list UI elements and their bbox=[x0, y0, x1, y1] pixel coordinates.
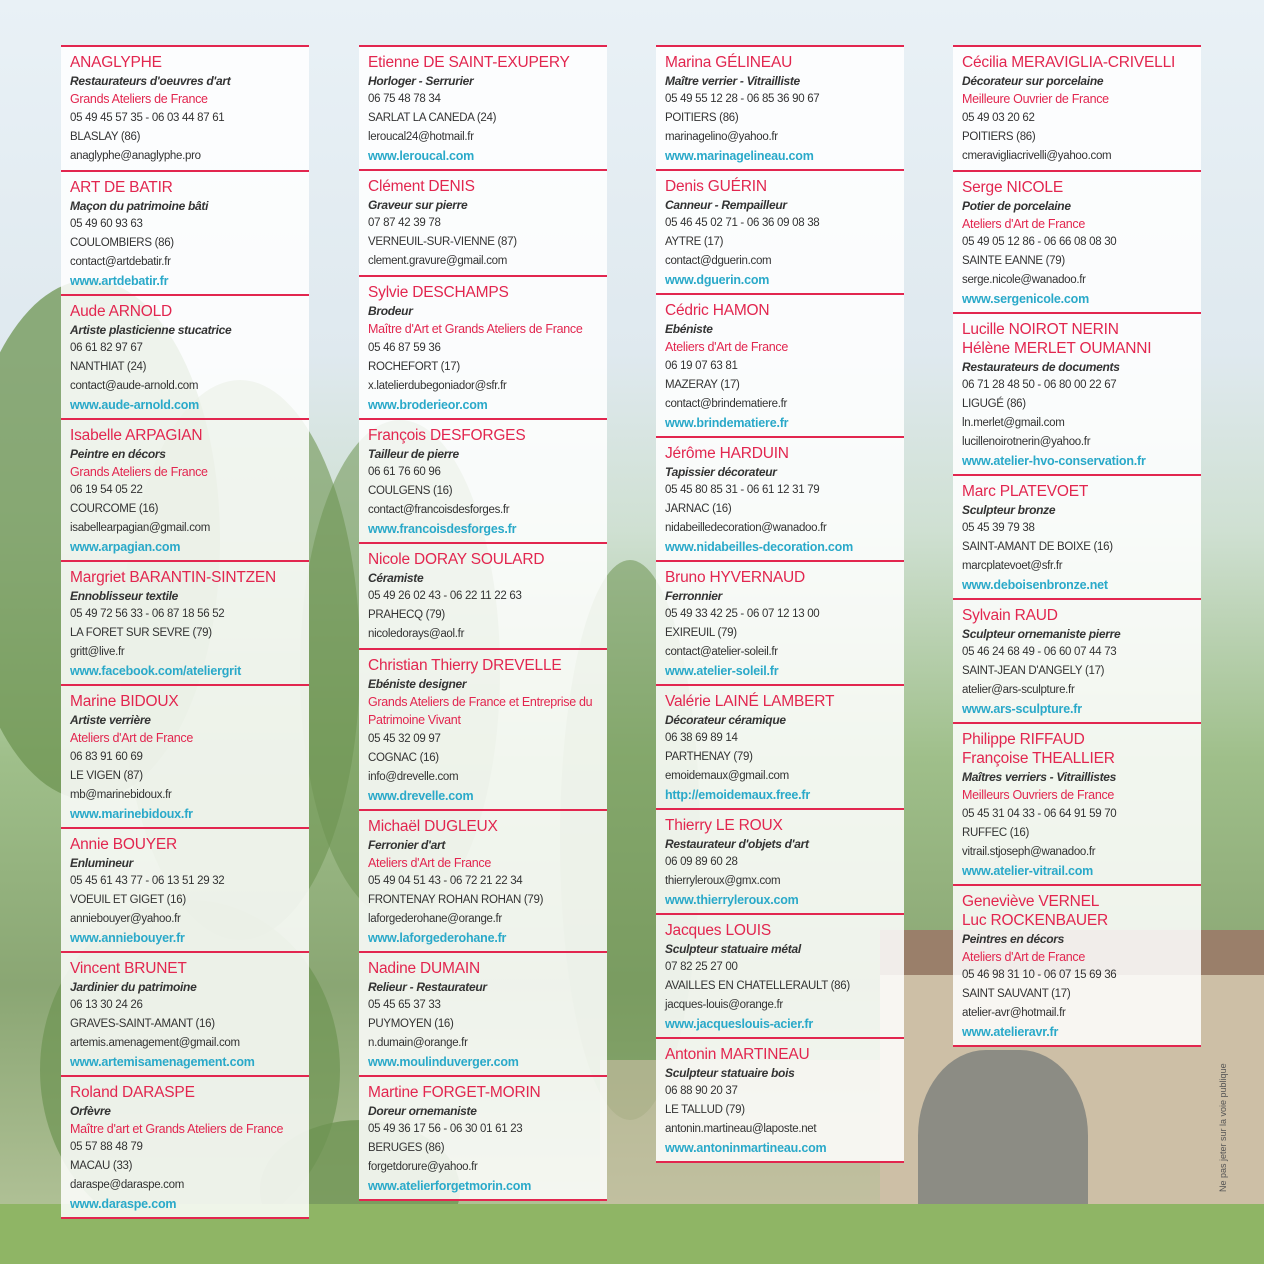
contact-line: NANTHIAT (24) bbox=[70, 360, 147, 373]
artisan-role: Maîtres verriers - Vitraillistes bbox=[962, 770, 1117, 784]
contact-line: LIGUGÉ (86) bbox=[962, 398, 1026, 410]
website-link[interactable]: www.atelier-soleil.fr bbox=[665, 663, 779, 678]
artisan-card bbox=[656, 1037, 904, 1163]
contact-line: COULGENS (16) bbox=[368, 484, 453, 497]
artisan-card bbox=[953, 45, 1201, 170]
contact-line: 05 46 24 68 49 - 06 60 07 44 73 bbox=[962, 646, 1117, 658]
contact-line: thierryleroux@gmx.com bbox=[665, 874, 781, 887]
artisan-role: Restaurateurs de documents bbox=[962, 360, 1120, 374]
artisan-label: Ateliers d'Art de France bbox=[665, 340, 789, 354]
website-link[interactable]: www.sergenicole.com bbox=[962, 292, 1090, 306]
contact-line: LE VIGEN (87) bbox=[70, 769, 143, 782]
contact-line: MAZERAY (17) bbox=[665, 378, 740, 391]
website-link[interactable]: www.atelier-vitrail.com bbox=[962, 863, 1094, 878]
artisan-label: Maître d'art et Grands Ateliers de France bbox=[70, 1121, 284, 1136]
website-link[interactable]: www.antoninmartineau.com bbox=[665, 1140, 827, 1155]
website-link[interactable]: www.arpagian.com bbox=[70, 540, 181, 554]
contact-line: 06 13 30 24 26 bbox=[70, 998, 143, 1011]
contact-line: BERUGES (86) bbox=[368, 1142, 445, 1154]
artisan-role: Décorateur céramique bbox=[665, 712, 786, 727]
contact-line: n.dumain@orange.fr bbox=[368, 1037, 468, 1049]
artisan-role: Sculpteur ornemaniste pierre bbox=[962, 627, 1121, 641]
artisan-card bbox=[656, 45, 904, 169]
website-link[interactable]: www.jacqueslouis-acier.fr bbox=[665, 1016, 814, 1031]
contact-line: nidabeilledecoration@wanadoo.fr bbox=[665, 521, 827, 534]
artisan-role: Graveur sur pierre bbox=[368, 198, 468, 212]
website-link[interactable]: www.marinebidoux.fr bbox=[70, 806, 193, 821]
artisan-name: Serge NICOLE bbox=[962, 178, 1063, 196]
artisan-role: Horloger - Serrurier bbox=[368, 74, 474, 88]
contact-line: 05 45 61 43 77 - 06 13 51 29 32 bbox=[70, 874, 225, 887]
contact-line: 05 49 04 51 43 - 06 72 21 22 34 bbox=[368, 875, 523, 887]
contact-line: anniebouyer@yahoo.fr bbox=[70, 912, 181, 925]
artisan-name: François DESFORGES bbox=[368, 426, 526, 444]
artisan-role: Canneur - Rempailleur bbox=[665, 198, 787, 212]
artisan-name: Nadine DUMAIN bbox=[368, 960, 480, 977]
artisan-name: ANAGLYPHE bbox=[70, 54, 162, 71]
contact-line: PARTHENAY (79) bbox=[665, 750, 753, 763]
artisan-role: Relieur - Restaurateur bbox=[368, 980, 487, 994]
contact-line: ln.merlet@gmail.com bbox=[962, 417, 1065, 429]
artisan-card bbox=[359, 169, 607, 275]
website-link[interactable]: www.deboisenbronze.net bbox=[962, 578, 1108, 592]
artisan-role: Ebéniste bbox=[665, 322, 713, 336]
artisan-name-second: Hélène MERLET OUMANNI bbox=[962, 340, 1152, 357]
contact-line: clement.gravure@gmail.com bbox=[368, 255, 508, 267]
website-link[interactable]: www.daraspe.com bbox=[70, 1197, 177, 1211]
artisan-card bbox=[61, 1075, 309, 1220]
artisan-role: Restaurateur d'objets d'art bbox=[665, 836, 809, 851]
contact-line: 06 19 54 05 22 bbox=[70, 484, 143, 496]
website-link[interactable]: www.thierryleroux.com bbox=[665, 892, 799, 907]
contact-line: GRAVES-SAINT-AMANT (16) bbox=[70, 1017, 215, 1030]
artisan-card bbox=[953, 884, 1201, 1048]
artisan-label: Grands Ateliers de France bbox=[70, 464, 208, 479]
website-link[interactable]: www.moulinduverger.com bbox=[368, 1055, 519, 1069]
contact-line: BLASLAY (86) bbox=[70, 130, 141, 143]
contact-line: 05 46 45 02 71 - 06 36 09 08 38 bbox=[665, 217, 820, 229]
artisan-role: Décorateur sur porcelaine bbox=[962, 74, 1104, 88]
contact-line: forgetdorure@yahoo.fr bbox=[368, 1161, 478, 1173]
website-link[interactable]: www.artdebatir.fr bbox=[70, 273, 169, 288]
contact-line: VERNEUIL-SUR-VIENNE (87) bbox=[368, 236, 517, 248]
artisan-label: Ateliers d'Art de France bbox=[368, 855, 492, 870]
artisan-name: Roland DARASPE bbox=[70, 1083, 195, 1101]
contact-line: PRAHECQ (79) bbox=[368, 608, 445, 621]
artisan-card bbox=[61, 294, 309, 418]
artisan-role: Sculpteur statuaire bois bbox=[665, 1065, 795, 1080]
artisan-name: Sylvain RAUD bbox=[962, 607, 1058, 624]
artisan-role: Peintres en décors bbox=[962, 931, 1064, 946]
contact-line: mb@marinebidoux.fr bbox=[70, 788, 172, 801]
contact-line: atelier-avr@hotmail.fr bbox=[962, 1007, 1066, 1019]
directory-column bbox=[359, 45, 607, 1201]
contact-line: 06 61 76 60 96 bbox=[368, 465, 441, 478]
contact-line: serge.nicole@wanadoo.fr bbox=[962, 274, 1086, 286]
artisan-name: Cécilia MERAVIGLIA-CRIVELLI bbox=[962, 54, 1176, 71]
contact-line: SARLAT LA CANEDA (24) bbox=[368, 112, 497, 124]
contact-line: AYTRE (17) bbox=[665, 236, 724, 248]
artisan-name: Bruno HYVERNAUD bbox=[665, 568, 805, 586]
artisan-role: Tapissier décorateur bbox=[665, 464, 777, 479]
artisan-name-second: Luc ROCKENBAUER bbox=[962, 911, 1109, 929]
artisan-name-second: Françoise THEALLIER bbox=[962, 750, 1115, 767]
contact-line: 05 49 55 12 28 - 06 85 36 90 67 bbox=[665, 93, 820, 105]
artisan-name: Michaël DUGLEUX bbox=[368, 817, 498, 835]
website-link[interactable]: www.atelier-hvo-conservation.fr bbox=[962, 454, 1146, 468]
artisan-card bbox=[656, 684, 904, 808]
artisan-name: Christian Thierry DREVELLE bbox=[368, 656, 562, 674]
artisan-card bbox=[953, 170, 1201, 313]
artisan-name: Nicole DORAY SOULARD bbox=[368, 550, 545, 568]
artisan-card bbox=[359, 809, 607, 952]
contact-line: contact@atelier-soleil.fr bbox=[665, 645, 778, 658]
artisan-name: Isabelle ARPAGIAN bbox=[70, 426, 203, 444]
artisan-card bbox=[656, 436, 904, 560]
artisan-label: Meilleure Ouvrier de France bbox=[962, 92, 1109, 106]
artisan-card bbox=[61, 45, 309, 170]
artisan-card bbox=[656, 293, 904, 436]
contact-line: 05 46 98 31 10 - 06 07 15 69 36 bbox=[962, 969, 1117, 981]
website-link[interactable]: www.broderieor.com bbox=[368, 397, 488, 412]
artisan-role: Potier de porcelaine bbox=[962, 198, 1071, 213]
contact-line: POITIERS (86) bbox=[665, 112, 739, 124]
artisan-role: Sculpteur bronze bbox=[962, 503, 1056, 517]
contact-line: 06 38 69 89 14 bbox=[665, 731, 738, 744]
contact-line: COULOMBIERS (86) bbox=[70, 236, 174, 249]
contact-line: 06 75 48 78 34 bbox=[368, 93, 441, 105]
contact-line: 07 87 42 39 78 bbox=[368, 217, 441, 229]
contact-line: EXIREUIL (79) bbox=[665, 626, 737, 639]
contact-line: POITIERS (86) bbox=[962, 130, 1036, 143]
artisan-role: Ferronier d'art bbox=[368, 837, 446, 852]
artisan-name: Cédric HAMON bbox=[665, 302, 770, 319]
contact-line: 05 45 32 09 97 bbox=[368, 732, 441, 745]
artisan-label: Ateliers d'Art de France bbox=[70, 731, 194, 745]
website-link[interactable]: www.nidabeilles-decoration.com bbox=[665, 539, 854, 554]
artisan-role: Orfèvre bbox=[70, 1103, 111, 1118]
artisan-role: Artiste verrière bbox=[70, 713, 151, 727]
artisan-role: Enlumineur bbox=[70, 855, 134, 870]
contact-line: MACAU (33) bbox=[70, 1160, 133, 1172]
contact-line: 06 19 07 63 81 bbox=[665, 359, 738, 372]
artisan-name: Lucille NOIROT NERIN bbox=[962, 321, 1119, 338]
contact-line: leroucal24@hotmail.fr bbox=[368, 131, 474, 143]
artisan-card bbox=[953, 474, 1201, 598]
directory-column bbox=[656, 45, 904, 1163]
contact-line: 05 49 36 17 56 - 06 30 01 61 23 bbox=[368, 1123, 523, 1135]
contact-line: vitrail.stjoseph@wanadoo.fr bbox=[962, 845, 1096, 858]
contact-line: VOEUIL ET GIGET (16) bbox=[70, 893, 186, 906]
contact-line: isabellearpagian@gmail.com bbox=[70, 522, 211, 534]
artisan-role: Jardinier du patrimoine bbox=[70, 979, 197, 994]
contact-line: 06 61 82 97 67 bbox=[70, 341, 143, 354]
contact-line: artemis.amenagement@gmail.com bbox=[70, 1036, 240, 1049]
contact-line: 06 88 90 20 37 bbox=[665, 1084, 738, 1097]
artisan-name: Geneviève VERNEL bbox=[962, 892, 1100, 910]
contact-line: 05 46 87 59 36 bbox=[368, 341, 441, 354]
contact-line: 05 49 33 42 25 - 06 07 12 13 00 bbox=[665, 607, 820, 620]
contact-line: atelier@ars-sculpture.fr bbox=[962, 684, 1075, 696]
artisan-role: Sculpteur statuaire métal bbox=[665, 941, 801, 956]
website-link[interactable]: www.laforgederohane.fr bbox=[368, 931, 507, 945]
website-link[interactable]: www.atelieravr.fr bbox=[962, 1025, 1059, 1039]
artisan-name: ART DE BATIR bbox=[70, 178, 173, 196]
artisan-role: Ennoblisseur textile bbox=[70, 589, 179, 603]
website-link[interactable]: www.artemisamenagement.com bbox=[70, 1054, 255, 1069]
artisan-label: Grands Ateliers de France bbox=[70, 92, 208, 106]
artisan-card bbox=[61, 170, 309, 294]
artisan-card bbox=[61, 560, 309, 684]
directory-column bbox=[953, 45, 1201, 1047]
artisan-card bbox=[61, 827, 309, 951]
artisan-card bbox=[359, 542, 607, 648]
contact-line: x.latelierdubegoniador@sfr.fr bbox=[368, 379, 507, 392]
contact-line: SAINTE EANNE (79) bbox=[962, 255, 1065, 267]
artisan-card bbox=[359, 275, 607, 418]
artisan-card bbox=[61, 951, 309, 1075]
website-link[interactable]: www.brindematiere.fr bbox=[665, 415, 789, 430]
artisan-name: Marine BIDOUX bbox=[70, 693, 179, 710]
artisan-card bbox=[953, 598, 1201, 722]
artisan-card bbox=[359, 1075, 607, 1201]
artisan-card bbox=[656, 913, 904, 1037]
contact-line: daraspe@daraspe.com bbox=[70, 1179, 185, 1191]
contact-line: 05 45 31 04 33 - 06 64 91 59 70 bbox=[962, 807, 1117, 820]
contact-line: LA FORET SUR SEVRE (79) bbox=[70, 627, 212, 639]
artisan-role: Restaurateurs d'oeuvres d'art bbox=[70, 74, 231, 88]
footer-note: Ne pas jeter sur la voie publique bbox=[1218, 1063, 1228, 1192]
contact-line: JARNAC (16) bbox=[665, 502, 732, 515]
artisan-role: Maître verrier - Vitrailliste bbox=[665, 74, 800, 88]
artisan-name: Martine FORGET-MORIN bbox=[368, 1084, 541, 1101]
contact-line: 05 49 26 02 43 - 06 22 11 22 63 bbox=[368, 589, 522, 602]
website-link[interactable]: www.ars-sculpture.fr bbox=[962, 702, 1082, 716]
contact-line: contact@artdebatir.fr bbox=[70, 255, 171, 268]
contact-line: info@drevelle.com bbox=[368, 770, 459, 783]
website-link[interactable]: www.francoisdesforges.fr bbox=[368, 521, 517, 536]
contact-line: jacques-louis@orange.fr bbox=[665, 998, 783, 1011]
artisan-label: Maître d'Art et Grands Ateliers de France bbox=[368, 322, 583, 336]
contact-line: cmeravigliacrivelli@yahoo.com bbox=[962, 149, 1112, 162]
contact-line: lucillenoirotnerin@yahoo.fr bbox=[962, 436, 1091, 448]
contact-line: 05 49 72 56 33 - 06 87 18 56 52 bbox=[70, 608, 225, 620]
contact-line: emoidemaux@gmail.com bbox=[665, 769, 789, 782]
artisan-label: Meilleurs Ouvriers de France bbox=[962, 788, 1115, 802]
contact-line: 05 49 05 12 86 - 06 66 08 08 30 bbox=[962, 236, 1117, 248]
artisan-role: Artiste plasticienne stucatrice bbox=[70, 322, 232, 337]
contact-line: FRONTENAY ROHAN ROHAN (79) bbox=[368, 894, 544, 906]
contact-line: AVAILLES EN CHATELLERAULT (86) bbox=[665, 979, 850, 992]
artisan-card bbox=[656, 560, 904, 684]
website-link[interactable]: www.dguerin.com bbox=[665, 273, 770, 287]
artisan-card bbox=[61, 684, 309, 827]
contact-line: 06 09 89 60 28 bbox=[665, 855, 738, 868]
contact-line: laforgederohane@orange.fr bbox=[368, 913, 502, 925]
artisan-name: Denis GUÉRIN bbox=[665, 178, 767, 195]
contact-line: contact@dguerin.com bbox=[665, 255, 772, 267]
website-link[interactable]: http://emoidemaux.free.fr bbox=[665, 787, 811, 802]
website-link[interactable]: www.facebook.com/ateliergrit bbox=[70, 664, 242, 678]
artisan-card bbox=[656, 169, 904, 293]
contact-line: SAINT SAUVANT (17) bbox=[962, 988, 1071, 1000]
contact-line: ROCHEFORT (17) bbox=[368, 360, 460, 373]
website-link[interactable]: www.anniebouyer.fr bbox=[70, 930, 185, 945]
artisan-role: Peintre en décors bbox=[70, 446, 166, 461]
contact-line: 05 45 39 79 38 bbox=[962, 522, 1035, 534]
contact-line: 05 57 88 48 79 bbox=[70, 1141, 143, 1153]
contact-line: 06 71 28 48 50 - 06 80 00 22 67 bbox=[962, 379, 1117, 391]
contact-line: COURCOME (16) bbox=[70, 503, 159, 515]
artisan-name: Clément DENIS bbox=[368, 178, 475, 195]
contact-line: nicoledorays@aol.fr bbox=[368, 627, 465, 640]
artisan-label: Ateliers d'Art de France bbox=[962, 216, 1086, 231]
website-link[interactable]: www.marinagelineau.com bbox=[665, 149, 814, 163]
artisan-card bbox=[359, 45, 607, 169]
contact-line: 05 49 60 93 63 bbox=[70, 217, 143, 230]
contact-line: PUYMOYEN (16) bbox=[368, 1018, 454, 1030]
artisan-label: Grands Ateliers de France et Entreprise du Patrimoine Vivant bbox=[368, 694, 593, 727]
contact-line: 06 83 91 60 69 bbox=[70, 750, 143, 763]
contact-line: 05 45 80 85 31 - 06 61 12 31 79 bbox=[665, 483, 820, 496]
artisan-name: Aude ARNOLD bbox=[70, 302, 173, 320]
artisan-role: Tailleur de pierre bbox=[368, 446, 459, 461]
contact-line: marinagelino@yahoo.fr bbox=[665, 131, 778, 143]
artisan-name: Marc PLATEVOET bbox=[962, 483, 1089, 500]
contact-line: contact@francoisdesforges.fr bbox=[368, 503, 510, 516]
website-link[interactable]: www.drevelle.com bbox=[368, 788, 474, 803]
directory-column bbox=[61, 45, 309, 1219]
contact-line: contact@brindematiere.fr bbox=[665, 397, 788, 410]
contact-line: 05 49 03 20 62 bbox=[962, 111, 1035, 124]
artisan-name: Vincent BRUNET bbox=[70, 959, 187, 977]
artisan-label: Ateliers d'Art de France bbox=[962, 949, 1086, 964]
artisan-role: Céramiste bbox=[368, 570, 424, 585]
contact-line: contact@aude-arnold.com bbox=[70, 379, 199, 392]
artisan-name: Margriet BARANTIN-SINTZEN bbox=[70, 569, 276, 586]
artisan-role: Brodeur bbox=[368, 304, 413, 318]
contact-line: SAINT-JEAN D'ANGELY (17) bbox=[962, 665, 1105, 677]
artisan-card bbox=[953, 722, 1201, 884]
website-link[interactable]: www.aude-arnold.com bbox=[70, 397, 200, 412]
artisan-card bbox=[61, 418, 309, 561]
artisan-role: Doreur ornemaniste bbox=[368, 1104, 477, 1118]
artisan-card bbox=[359, 418, 607, 542]
contact-line: 07 82 25 27 00 bbox=[665, 960, 738, 973]
artisan-name: Valérie LAINÉ LAMBERT bbox=[665, 692, 835, 710]
artisan-card bbox=[656, 808, 904, 913]
contact-line: 05 45 65 37 33 bbox=[368, 999, 441, 1011]
website-link[interactable]: www.atelierforgetmorin.com bbox=[368, 1179, 532, 1193]
artisan-name: Thierry LE ROUX bbox=[665, 816, 783, 834]
artisan-card bbox=[359, 951, 607, 1075]
contact-line: gritt@live.fr bbox=[70, 646, 125, 658]
artisan-name: Antonin MARTINEAU bbox=[665, 1045, 810, 1063]
artisan-card bbox=[359, 648, 607, 809]
artisan-name: Etienne DE SAINT-EXUPERY bbox=[368, 54, 570, 71]
artisan-name: Marina GÉLINEAU bbox=[665, 54, 793, 71]
contact-line: RUFFEC (16) bbox=[962, 826, 1029, 839]
contact-line: SAINT-AMANT DE BOIXE (16) bbox=[962, 541, 1113, 553]
artisan-name: Annie BOUYER bbox=[70, 835, 178, 853]
artisan-role: Ebéniste designer bbox=[368, 676, 467, 691]
contact-line: marcplatevoet@sfr.fr bbox=[962, 560, 1063, 572]
contact-line: antonin.martineau@laposte.net bbox=[665, 1122, 817, 1135]
artisan-role: Ferronnier bbox=[665, 588, 723, 603]
contact-line: 05 49 45 57 35 - 06 03 44 87 61 bbox=[70, 111, 225, 124]
contact-line: anaglyphe@anaglyphe.pro bbox=[70, 149, 201, 162]
artisan-card bbox=[953, 312, 1201, 474]
contact-line: LE TALLUD (79) bbox=[665, 1103, 745, 1116]
artisan-role: Maçon du patrimoine bâti bbox=[70, 198, 209, 213]
artisan-name: Philippe RIFFAUD bbox=[962, 731, 1085, 748]
artisan-name: Jérôme HARDUIN bbox=[665, 444, 789, 462]
artisan-name: Jacques LOUIS bbox=[665, 921, 771, 939]
artisan-name: Sylvie DESCHAMPS bbox=[368, 284, 509, 301]
website-link[interactable]: www.leroucal.com bbox=[368, 149, 475, 163]
contact-line: COGNAC (16) bbox=[368, 751, 439, 764]
